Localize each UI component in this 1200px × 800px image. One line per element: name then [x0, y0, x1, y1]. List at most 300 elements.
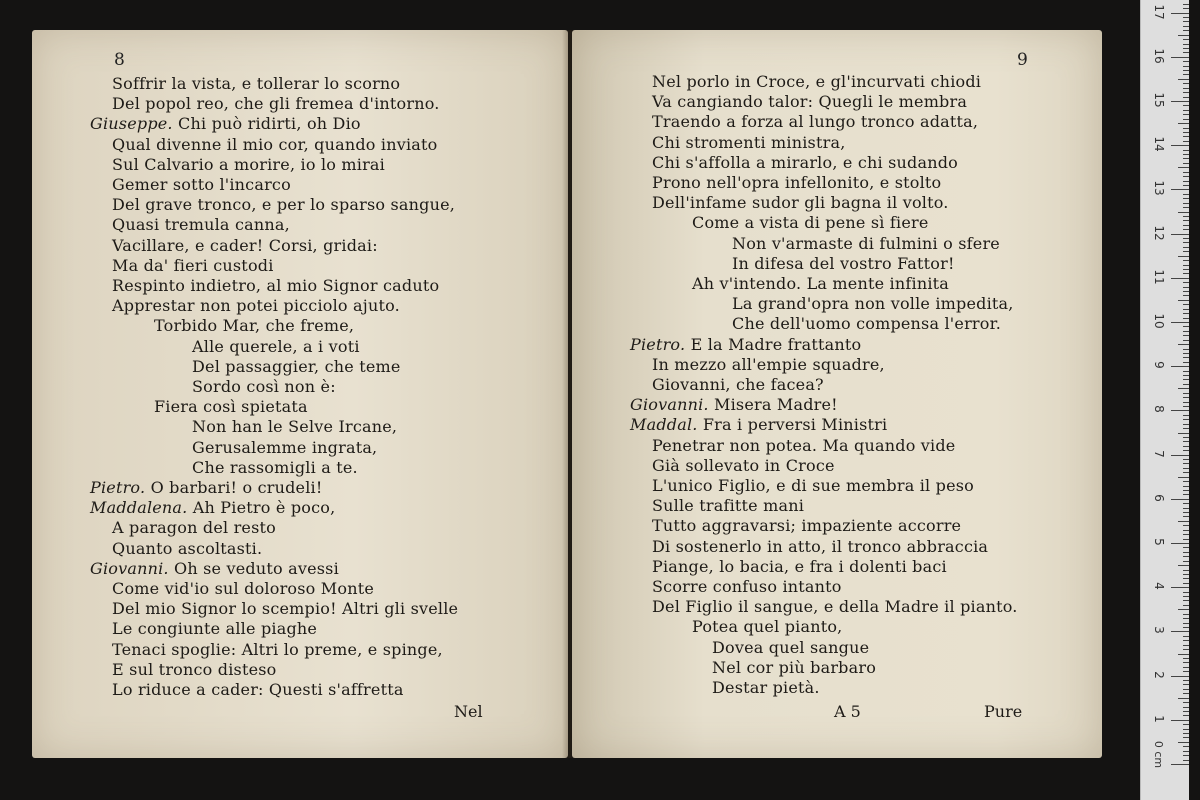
ruler-tick	[1183, 645, 1189, 646]
ruler-tick	[1171, 57, 1189, 58]
left-page	[32, 30, 568, 758]
ruler-tick	[1183, 349, 1189, 350]
verse-text: Quasi tremula canna,	[112, 215, 290, 235]
ruler-tick	[1171, 189, 1189, 190]
text-line	[112, 74, 400, 94]
measurement-ruler	[1140, 0, 1189, 800]
ruler-tick	[1183, 707, 1189, 708]
verse-text: Del passaggier, che teme	[192, 356, 401, 376]
ruler-tick	[1183, 530, 1189, 531]
ruler-tick	[1183, 70, 1189, 71]
ruler-tick	[1183, 680, 1189, 681]
ruler-number: 7	[1152, 449, 1166, 458]
ruler-tick	[1183, 216, 1189, 217]
text-line	[652, 537, 988, 557]
ruler-number: 2	[1152, 670, 1166, 679]
ruler-tick	[1183, 384, 1189, 385]
ruler-tick	[1171, 764, 1189, 765]
right-page	[572, 30, 1102, 758]
ruler-tick	[1183, 437, 1189, 438]
ruler-tick	[1183, 203, 1189, 204]
ruler-tick	[1171, 234, 1189, 235]
text-line	[192, 337, 360, 357]
ruler-tick	[1178, 433, 1189, 434]
verse-text: Non v'armaste di fulmini o sfere	[732, 233, 1000, 253]
verse-text: Come a vista di pene sì fiere	[692, 213, 929, 233]
ruler-tick	[1183, 225, 1189, 226]
ruler-tick	[1183, 362, 1189, 363]
ruler-tick	[1183, 379, 1189, 380]
text-line	[112, 94, 440, 114]
verse-text: Dell'infame sudor gli bagna il volto.	[652, 193, 949, 213]
verse-text: Destar pietà.	[712, 678, 820, 697]
ruler-tick	[1183, 141, 1189, 142]
verse-text: E la Madre frattanto	[690, 334, 862, 354]
ruler-tick	[1178, 212, 1189, 213]
ruler-tick	[1183, 715, 1189, 716]
verse-text: O barbari! o crudeli!	[150, 478, 323, 497]
ruler-tick	[1178, 79, 1189, 80]
verse-text: Fiera così spietata	[154, 397, 308, 417]
ruler-tick	[1183, 110, 1189, 111]
ruler-tick	[1183, 441, 1189, 442]
text-line	[652, 456, 835, 476]
ruler-tick	[1183, 119, 1189, 120]
text-line	[90, 498, 335, 518]
ruler-number: 10	[1152, 313, 1166, 329]
ruler-tick	[1183, 481, 1189, 482]
ruler-tick	[1183, 83, 1189, 84]
ruler-tick	[1183, 689, 1189, 690]
ruler-tick	[1183, 494, 1189, 495]
ruler-tick	[1183, 39, 1189, 40]
ruler-tick	[1183, 88, 1189, 89]
verse-text: Alle querele, a i voti	[192, 336, 360, 356]
ruler-tick	[1183, 450, 1189, 451]
text-line	[630, 415, 887, 435]
verse-text: Chi può ridirti, oh Dio	[178, 114, 361, 134]
text-line	[112, 236, 378, 256]
ruler-tick	[1183, 711, 1189, 712]
text-line	[652, 193, 949, 213]
ruler-tick	[1183, 8, 1189, 9]
text-line	[732, 234, 1000, 254]
ruler-tick	[1183, 419, 1189, 420]
ruler-tick	[1183, 596, 1189, 597]
verse-text: Come vid'io sul doloroso Monte	[112, 579, 375, 598]
speaker-name: Giovanni.	[90, 558, 169, 578]
text-line	[732, 314, 1001, 334]
speaker-name: Giuseppe.	[90, 114, 173, 134]
ruler-tick	[1183, 326, 1189, 327]
ruler-tick	[1183, 340, 1189, 341]
verse-text: Ah Pietro è poco,	[192, 498, 336, 518]
ruler-tick	[1178, 654, 1189, 655]
verse-text: Sordo così non è:	[192, 377, 336, 396]
text-line	[112, 215, 290, 235]
ruler-tick	[1183, 92, 1189, 93]
ruler-tick	[1183, 755, 1189, 756]
verse-text: Già sollevato in Croce	[652, 455, 835, 475]
ruler-tick	[1183, 490, 1189, 491]
ruler-tick	[1178, 167, 1189, 168]
ruler-tick	[1183, 614, 1189, 615]
ruler-tick	[1183, 459, 1189, 460]
ruler-tick	[1183, 304, 1189, 305]
ruler-tick	[1171, 410, 1189, 411]
ruler-tick	[1183, 729, 1189, 730]
ruler-tick	[1171, 455, 1189, 456]
verse-text: Nel cor più barbaro	[712, 657, 877, 677]
verse-text: Soffrir la vista, e tollerar lo scorno	[112, 74, 401, 93]
text-line	[712, 638, 869, 658]
ruler-tick	[1178, 300, 1189, 301]
ruler-tick	[1183, 114, 1189, 115]
ruler-tick	[1183, 486, 1189, 487]
verse-text: Lo riduce a cader: Questi s'affretta	[112, 680, 404, 699]
ruler-tick	[1183, 247, 1189, 248]
text-line	[652, 72, 981, 92]
text-line	[112, 539, 262, 559]
ruler-tick	[1183, 649, 1189, 650]
verse-text: A paragon del resto	[112, 518, 276, 538]
verse-text: Oh se veduto avessi	[174, 558, 339, 578]
verse-text: Che rassomigli a te.	[192, 457, 358, 477]
ruler-number: 4	[1152, 582, 1166, 590]
text-line	[192, 458, 358, 478]
ruler-tick	[1183, 570, 1189, 571]
verse-text: Tenaci spoglie: Altri lo preme, e spinge,	[112, 639, 443, 659]
ruler-tick	[1183, 618, 1189, 619]
ruler-tick	[1183, 198, 1189, 199]
ruler-tick	[1178, 698, 1189, 699]
ruler-tick	[1183, 176, 1189, 177]
ruler-tick	[1183, 207, 1189, 208]
ruler-tick	[1183, 592, 1189, 593]
ruler-tick	[1183, 48, 1189, 49]
text-line	[652, 436, 955, 456]
ruler-number: 6	[1152, 493, 1166, 502]
ruler-tick	[1183, 309, 1189, 310]
ruler-tick	[1178, 35, 1189, 36]
ruler-tick	[1183, 751, 1189, 752]
ruler-number: 11	[1152, 269, 1166, 285]
text-line	[112, 599, 458, 619]
text-line	[112, 276, 439, 296]
ruler-number: 17	[1152, 3, 1166, 20]
ruler-tick	[1183, 242, 1189, 243]
ruler-tick	[1183, 163, 1189, 164]
ruler-tick	[1183, 623, 1189, 624]
verse-text: Di sostenerlo in atto, il tronco abbraccia	[652, 536, 989, 556]
verse-text: Gemer sotto l'incarco	[112, 175, 291, 194]
ruler-tick	[1183, 313, 1189, 314]
ruler-tick	[1183, 702, 1189, 703]
ruler-tick	[1171, 720, 1189, 721]
verse-text: Dovea quel sangue	[712, 637, 870, 657]
text-line	[112, 518, 276, 538]
speaker-name: Maddal.	[630, 415, 698, 435]
ruler-tick	[1171, 278, 1189, 279]
ruler-tick	[1183, 260, 1189, 261]
ruler-tick	[1183, 132, 1189, 133]
ruler-tick	[1183, 172, 1189, 173]
speaker-name: Pietro.	[630, 334, 686, 354]
text-line	[112, 195, 455, 215]
ruler-tick	[1183, 335, 1189, 336]
text-line	[652, 355, 885, 375]
text-line	[112, 640, 443, 660]
text-line	[712, 678, 820, 698]
text-line	[692, 213, 929, 233]
ruler-tick	[1183, 194, 1189, 195]
ruler-tick	[1183, 30, 1189, 31]
ruler-number: 15	[1152, 92, 1166, 108]
ruler-tick	[1183, 238, 1189, 239]
text-line	[652, 133, 845, 153]
ruler-tick	[1183, 393, 1189, 394]
text-line	[652, 92, 967, 112]
ruler-number: 5	[1152, 538, 1166, 546]
ruler-tick	[1178, 477, 1189, 478]
ruler-tick	[1171, 631, 1189, 632]
ruler-number: 1	[1152, 714, 1166, 723]
ruler-tick	[1183, 627, 1189, 628]
text-line	[652, 557, 947, 577]
text-line	[112, 256, 274, 276]
verse-text: Che dell'uomo compensa l'error.	[732, 314, 1001, 334]
ruler-tick	[1183, 17, 1189, 18]
text-line	[712, 658, 876, 678]
ruler-tick	[1178, 565, 1189, 566]
catchword: Pure	[984, 702, 1023, 721]
text-line	[112, 175, 291, 195]
ruler-tick	[1183, 150, 1189, 151]
ruler-tick	[1183, 446, 1189, 447]
text-line	[154, 397, 308, 417]
ruler-tick	[1183, 503, 1189, 504]
ruler-tick	[1183, 229, 1189, 230]
verse-text: Tutto aggravarsi; impaziente accorre	[652, 516, 962, 536]
ruler-tick	[1183, 287, 1189, 288]
text-line	[112, 619, 317, 639]
page-number: 9	[1017, 50, 1028, 70]
text-line	[652, 496, 804, 516]
ruler-tick	[1183, 737, 1189, 738]
text-line	[112, 680, 404, 700]
ruler-tick	[1183, 74, 1189, 75]
text-line	[652, 173, 941, 193]
ruler-tick	[1183, 154, 1189, 155]
text-line	[692, 274, 949, 294]
verse-text: Del grave tronco, e per lo sparso sangue,	[112, 195, 456, 215]
ruler-tick	[1178, 256, 1189, 257]
ruler-tick	[1183, 331, 1189, 332]
text-line	[112, 579, 374, 599]
ruler-tick	[1183, 552, 1189, 553]
text-line	[692, 617, 842, 637]
ruler-tick	[1171, 499, 1189, 500]
text-line	[652, 112, 978, 132]
ruler-tick	[1183, 693, 1189, 694]
ruler-tick	[1183, 158, 1189, 159]
text-line	[112, 155, 385, 175]
ruler-tick	[1183, 357, 1189, 358]
ruler-number: 16	[1152, 48, 1166, 64]
text-line	[732, 294, 1014, 314]
text-line	[154, 316, 354, 336]
ruler-tick	[1183, 105, 1189, 106]
ruler-tick	[1171, 543, 1189, 544]
ruler-tick	[1183, 26, 1189, 27]
text-line	[732, 254, 955, 274]
ruler-tick	[1183, 4, 1189, 5]
ruler-tick	[1183, 415, 1189, 416]
verse-text: Ah v'intendo. La mente infinita	[692, 274, 950, 293]
text-line	[630, 395, 838, 415]
ruler-tick	[1183, 605, 1189, 606]
ruler-tick	[1183, 353, 1189, 354]
ruler-tick	[1183, 733, 1189, 734]
ruler-tick	[1171, 366, 1189, 367]
text-line	[652, 375, 824, 395]
ruler-tick	[1183, 181, 1189, 182]
ruler-tick	[1183, 295, 1189, 296]
page-number: 8	[114, 50, 125, 70]
ruler-tick	[1183, 220, 1189, 221]
verse-text: In difesa del vostro Fattor!	[732, 253, 955, 273]
text-line	[652, 577, 842, 597]
catchword: Nel	[454, 702, 483, 721]
verse-text: Giovanni, che facea?	[652, 375, 824, 394]
ruler-tick	[1183, 667, 1189, 668]
ruler-tick	[1183, 583, 1189, 584]
ruler-tick	[1183, 534, 1189, 535]
ruler-tick	[1183, 291, 1189, 292]
text-line	[112, 135, 438, 155]
ruler-tick	[1183, 671, 1189, 672]
text-line	[112, 660, 277, 680]
ruler-tick	[1178, 123, 1189, 124]
ruler-tick	[1183, 269, 1189, 270]
text-line	[90, 114, 361, 134]
ruler-tick	[1183, 525, 1189, 526]
verse-text: Respinto indietro, al mio Signor caduto	[112, 276, 440, 295]
ruler-tick	[1183, 463, 1189, 464]
ruler-tick	[1183, 371, 1189, 372]
text-line	[652, 476, 974, 496]
verse-text: Potea quel pianto,	[692, 617, 843, 637]
verse-text: Sul Calvario a morire, io lo mirai	[112, 154, 385, 174]
text-line	[652, 153, 958, 173]
verse-text: L'unico Figlio, e di sue membra il peso	[652, 476, 975, 495]
ruler-number: 8	[1152, 405, 1166, 414]
text-line	[90, 559, 339, 579]
ruler-tick	[1183, 66, 1189, 67]
ruler-tick	[1183, 424, 1189, 425]
ruler-tick	[1183, 578, 1189, 579]
ruler-tick	[1183, 21, 1189, 22]
ruler-tick	[1183, 185, 1189, 186]
ruler-tick	[1171, 101, 1189, 102]
verse-text: Fra i perversi Ministri	[702, 415, 888, 435]
ruler-tick	[1178, 742, 1189, 743]
ruler-tick	[1183, 556, 1189, 557]
ruler-number: 14	[1152, 136, 1166, 152]
ruler-tick	[1171, 676, 1189, 677]
text-line	[192, 357, 401, 377]
ruler-tick	[1183, 636, 1189, 637]
ruler-tick	[1183, 136, 1189, 137]
verse-text: Traendo a forza al lungo tronco adatta,	[652, 112, 979, 132]
ruler-tick	[1183, 640, 1189, 641]
verse-text: Qual divenne il mio cor, quando inviato	[112, 134, 438, 154]
ruler-tick	[1183, 375, 1189, 376]
verse-text: Penetrar non potea. Ma quando vide	[652, 435, 956, 455]
ruler-tick	[1183, 662, 1189, 663]
ruler-tick	[1183, 658, 1189, 659]
ruler-tick	[1183, 251, 1189, 252]
ruler-tick	[1183, 318, 1189, 319]
verse-text: Chi s'affolla a mirarlo, e chi sudando	[652, 152, 959, 172]
ruler-tick	[1183, 52, 1189, 53]
verse-text: La grand'opra non volle impedita,	[732, 294, 1014, 314]
verse-text: Sulle trafitte mani	[652, 496, 805, 516]
verse-text: E sul tronco disteso	[112, 659, 277, 679]
verse-text: Scorre confuso intanto	[652, 577, 842, 596]
text-line	[192, 438, 377, 458]
ruler-unit-label: 0 cm	[1152, 740, 1166, 769]
ruler-tick	[1183, 468, 1189, 469]
ruler-tick	[1178, 388, 1189, 389]
verse-text: Va cangiando talor: Quegli le membra	[652, 92, 968, 112]
ruler-tick	[1178, 521, 1189, 522]
verse-text: Del mio Signor lo scempio! Altri gli svelle	[112, 599, 459, 619]
ruler-tick	[1171, 322, 1189, 323]
text-line	[192, 417, 397, 437]
verse-text: Piange, lo bacia, e fra i dolenti baci	[652, 556, 947, 576]
text-line	[192, 377, 336, 397]
ruler-tick	[1183, 746, 1189, 747]
ruler-tick	[1183, 516, 1189, 517]
verse-text: Apprestar non potei picciolo ajuto.	[112, 296, 400, 316]
text-line	[112, 296, 400, 316]
ruler-tick	[1183, 97, 1189, 98]
ruler-tick	[1178, 344, 1189, 345]
text-line	[652, 516, 961, 536]
ruler-tick	[1183, 406, 1189, 407]
ruler-tick	[1178, 609, 1189, 610]
verse-text: Prono nell'opra infellonito, e stolto	[652, 173, 942, 192]
ruler-tick	[1183, 600, 1189, 601]
ruler-tick	[1183, 547, 1189, 548]
ruler-tick	[1183, 273, 1189, 274]
ruler-tick	[1183, 428, 1189, 429]
verse-text: Nel porlo in Croce, e gl'incurvati chiodi	[652, 72, 982, 91]
ruler-number: 13	[1152, 180, 1166, 197]
verse-text: Vacillare, e cader! Corsi, gridai:	[112, 235, 378, 255]
verse-text: Del Figlio il sangue, e della Madre il pianto.	[652, 597, 1018, 617]
ruler-tick	[1183, 574, 1189, 575]
signature-mark: A 5	[834, 702, 861, 721]
ruler-tick	[1183, 61, 1189, 62]
ruler-tick	[1183, 472, 1189, 473]
ruler-tick	[1183, 760, 1189, 761]
ruler-tick	[1183, 402, 1189, 403]
ruler-tick	[1183, 684, 1189, 685]
verse-text: Non han le Selve Ircane,	[192, 417, 398, 437]
verse-text: In mezzo all'empie squadre,	[652, 354, 885, 374]
